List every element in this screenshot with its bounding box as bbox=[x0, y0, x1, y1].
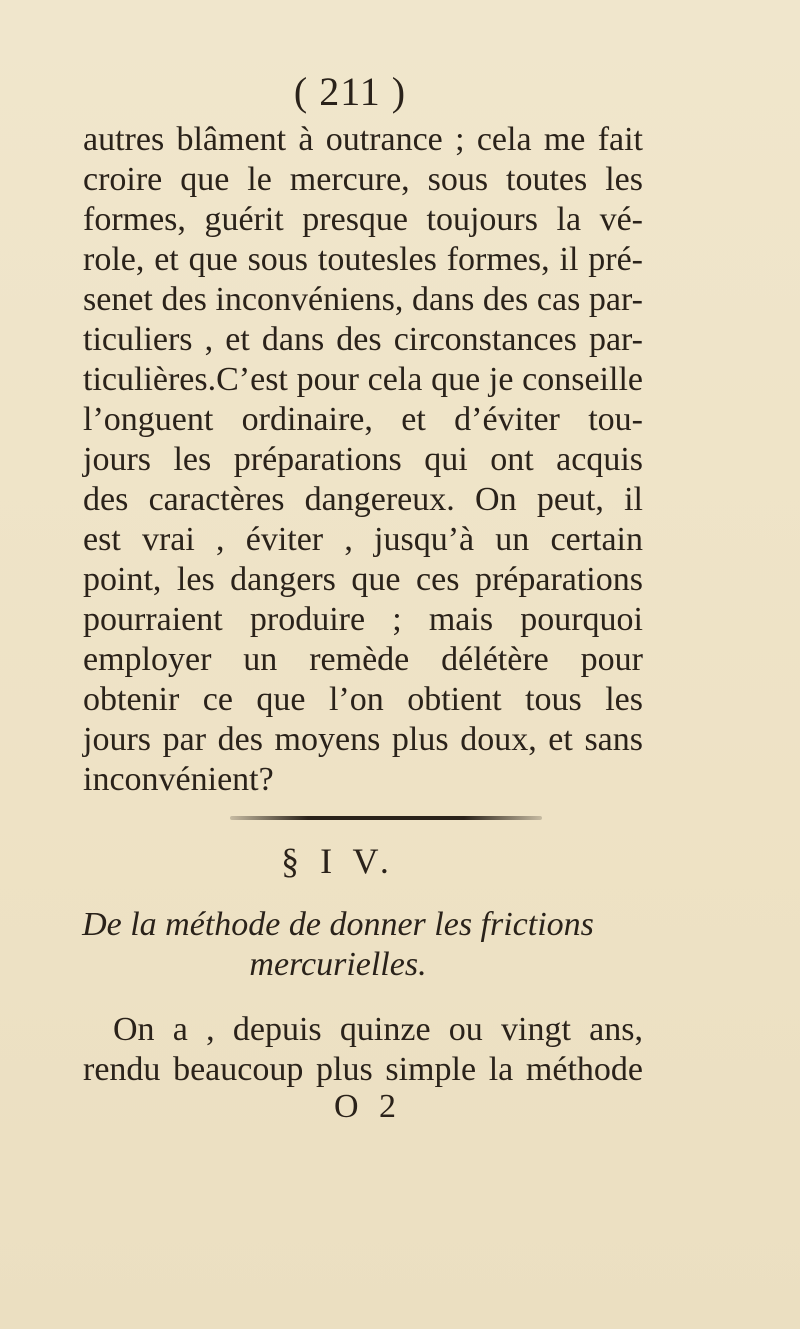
signature-mark: O 2 bbox=[333, 1088, 403, 1125]
text-line: croire que le mercure, sous toutes les bbox=[83, 161, 643, 198]
section-heading-line: mercurielles. bbox=[249, 946, 427, 983]
text-line: jours par des moyens plus doux, et sans bbox=[83, 721, 643, 758]
section-number: § I V. bbox=[281, 841, 395, 881]
page-number: ( 211 ) bbox=[293, 69, 407, 114]
text-line: ticuliers , et dans des circonstances par- bbox=[83, 321, 643, 358]
text-line: pourraient produire ; mais pourquoi bbox=[83, 601, 643, 638]
text-line: rendu beaucoup plus simple la méthode bbox=[83, 1051, 643, 1088]
text-line: jours les préparations qui ont acquis bbox=[83, 441, 643, 478]
text-line: role, et que sous toutesles formes, il pré- bbox=[83, 241, 643, 278]
text-line: obtenir ce que l’on obtient tous les bbox=[83, 681, 643, 718]
section-heading-line: De la méthode de donner les frictions bbox=[82, 906, 594, 943]
text-line: est vrai , éviter , jusqu’à un certain bbox=[83, 521, 643, 558]
text-line: senet des inconvéniens, dans des cas par- bbox=[83, 281, 643, 318]
text-line: formes, guérit presque toujours la vé- bbox=[83, 201, 643, 238]
text-line: ticulières.C’est pour cela que je conseille bbox=[83, 361, 643, 398]
text-line: employer un remède délétère pour bbox=[83, 641, 643, 678]
text-line: On a , depuis quinze ou vingt ans, bbox=[113, 1011, 643, 1048]
text-line: autres blâment à outrance ; cela me fait bbox=[83, 121, 643, 158]
text-line: des caractères dangereux. On peut, il bbox=[83, 481, 643, 518]
section-divider-rule bbox=[230, 816, 542, 820]
text-line: point, les dangers que ces préparations bbox=[83, 561, 643, 598]
text-line-last: inconvénient? bbox=[83, 761, 274, 798]
text-line: l’onguent ordinaire, et d’éviter tou- bbox=[83, 401, 643, 438]
